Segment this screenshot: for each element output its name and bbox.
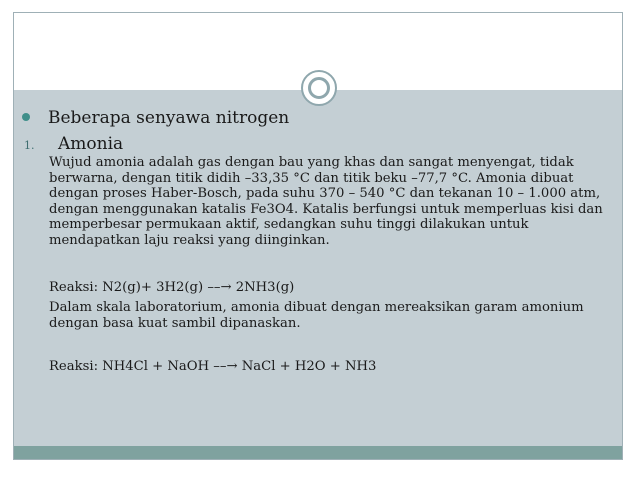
circle-ornament-inner	[308, 77, 330, 99]
paragraph-laboratory: Dalam skala laboratorium, amonia dibuat dengan mereaksikan garam amonium dengan basa kuat sambil dipanaskan.	[49, 300, 584, 331]
circle-ornament-icon	[301, 70, 337, 106]
item-title: Amonia	[58, 134, 124, 154]
reaction-laboratory: Reaksi: NH4Cl + NaOH ––→ NaCl + H2O + NH3	[49, 359, 377, 374]
reaction-haber-bosch: Reaksi: N2(g)+ 3H2(g) ––→ 2NH3(g)	[49, 280, 295, 295]
bullet-heading	[22, 108, 289, 128]
numbered-item	[24, 134, 123, 154]
paragraph-description: Wujud amonia adalah gas dengan bau yang khas dan sangat menyengat, tidak berwarna, dengan titik didih –33,35 °C dan titik beku –77,7 °C. Amonia dibuat dengan proses Haber-Bosch, pada suhu 370 – 540 °C dan tekanan 10 – 1.000 atm, dengan menggunakan katalis Fe3O4. Katalis berfungsi untuk memperluas kisi dan memperbesar permukaan aktif, sedangkan suhu tinggi dilakukan untuk mendapatkan laju reaksi yang diinginkan.	[49, 155, 603, 248]
item-number: 1.	[24, 139, 35, 152]
bullet-heading-text: Beberapa senyawa nitrogen	[48, 108, 290, 128]
bullet-dot-icon	[22, 113, 30, 121]
